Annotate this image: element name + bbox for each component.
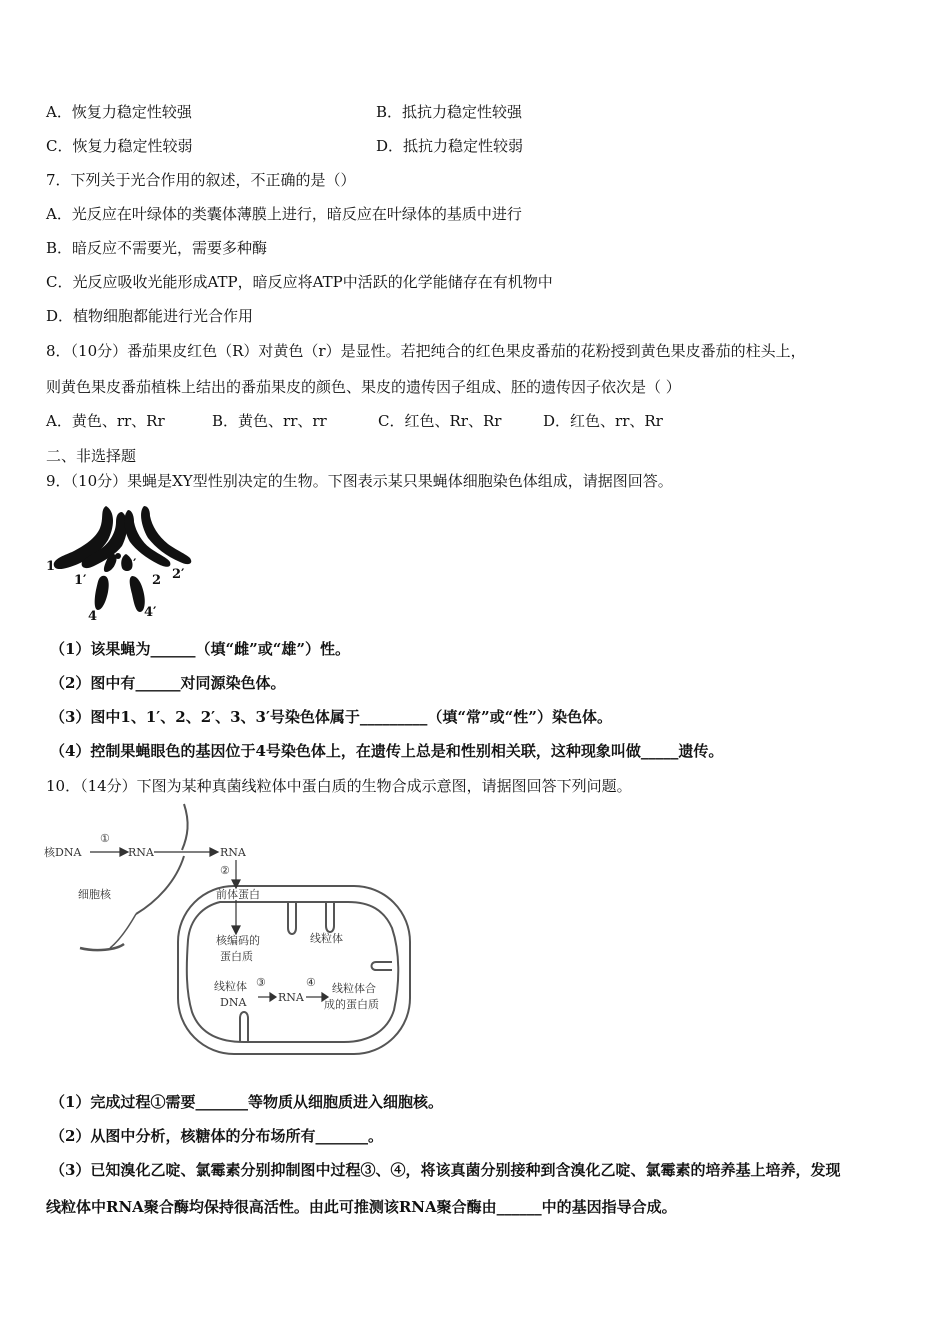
q7-stem: 7．下列关于光合作用的叙述，不正确的是（） <box>46 171 356 189</box>
q9-sub4: （4）控制果蝇眼色的基因位于4号染色体上，在遗传上总是和性别相关联，这种现象叫做_____遗传。 <box>50 742 724 760</box>
q7-option-b: B．暗反应不需要光，需要多种酶 <box>46 239 268 257</box>
fig-nucleus: 细胞核 <box>78 888 111 901</box>
chromosome-4 <box>95 576 109 610</box>
label-3: 3 <box>106 557 116 572</box>
fig-precursor: 前体蛋白 <box>216 888 260 901</box>
q9-stem: 9．（10分）果蝇是XY型性别决定的生物。下图表示某只果蝇体细胞染色体组成，请据图回答。 <box>46 472 673 490</box>
fig-rna-b: RNA <box>220 846 246 859</box>
arrowhead-1 <box>120 848 128 856</box>
q8-option-b: B．黄色、rr、rr <box>212 412 327 430</box>
q8-stem-line1: 8．（10分）番茄果皮红色（R）对黄色（r）是显性。若把纯合的红色果皮番茄的花粉授到黄色果皮番茄的柱头上， <box>46 342 806 360</box>
label-2: 2 <box>152 573 162 588</box>
q8-stem-line2: 则黄色果皮番茄植株上结出的番茄果皮的颜色、果皮的遗传因子组成、胚的遗传因子依次是（ ） <box>46 378 681 396</box>
label-4-prime: 4′ <box>144 605 157 620</box>
fig-mt-protein-1: 线粒体合 <box>332 982 376 995</box>
crista-bottom <box>240 1012 248 1042</box>
q9-sub3: （3）图中1、1′、2、2′、3、3′号染色体属于_________（填“常”或“性”）染色体。 <box>50 708 612 726</box>
label-2-prime: 2′ <box>172 567 185 582</box>
q8-option-d: D．红色、rr、Rr <box>543 412 663 430</box>
section-heading: 二、非选择题 <box>46 447 137 465</box>
q9-sub2: （2）图中有______对同源染色体。 <box>50 674 286 692</box>
arrowhead-4 <box>232 926 240 934</box>
nuclear-membrane-arc <box>110 914 136 948</box>
fig-rna-a: RNA <box>128 846 154 859</box>
protein-synthesis-figure <box>44 802 424 1062</box>
nuclear-membrane-upper <box>182 804 188 850</box>
q6-option-c: C．恢复力稳定性较弱 <box>46 137 193 155</box>
q7-option-d: D．植物细胞都能进行光合作用 <box>46 307 254 325</box>
q10-stem: 10．（14分）下图为某种真菌线粒体中蛋白质的生物合成示意图，请据图回答下列问题。 <box>46 777 632 795</box>
fig-step4: ④ <box>306 976 316 989</box>
arrowhead-5 <box>270 993 276 1001</box>
arrowhead-2 <box>210 848 218 856</box>
crista-side <box>372 962 393 970</box>
fig-step3: ③ <box>256 976 266 989</box>
chromosome-figure <box>44 502 194 624</box>
q7-option-c: C．光反应吸收光能形成ATP，暗反应将ATP中活跃的化学能储存在有机物中 <box>46 273 553 291</box>
fig-step1: ① <box>100 832 110 845</box>
q6-option-d: D．抵抗力稳定性较弱 <box>376 137 524 155</box>
fig-nuclear-encoded-2: 蛋白质 <box>220 950 253 963</box>
label-1: 1 <box>46 559 56 574</box>
fig-mitochondrion: 线粒体 <box>310 932 343 945</box>
q10-sub1: （1）完成过程①需要_______等物质从细胞质进入细胞核。 <box>50 1093 443 1111</box>
q9-sub1: （1）该果蝇为______（填“雌”或“雄”）性。 <box>50 640 350 658</box>
fig-nuclear-encoded-1: 核编码的 <box>216 934 260 947</box>
label-1-prime: 1′ <box>74 573 87 588</box>
fig-mt-protein-2: 成的蛋白质 <box>324 998 379 1011</box>
q10-sub3-line1: （3）已知溴化乙啶、氯霉素分别抑制图中过程③、④，将该真菌分别接种到含溴化乙啶、氯霉素的培养基上培养，发现 <box>50 1161 841 1179</box>
label-4: 4 <box>88 609 98 624</box>
q10-sub2: （2）从图中分析，核糖体的分布场所有_______。 <box>50 1127 383 1145</box>
q8-option-a: A．黄色、rr、Rr <box>46 412 165 430</box>
q6-option-a: A．恢复力稳定性较强 <box>46 103 192 121</box>
fig-rna-c: RNA <box>278 991 304 1004</box>
q10-sub3-line2: 线粒体中RNA聚合酶均保持很高活性。由此可推测该RNA聚合酶由______中的基因指导合成。 <box>46 1198 677 1216</box>
fig-mtdna-1: 线粒体 <box>214 980 247 993</box>
nuclear-membrane-lower <box>80 944 124 950</box>
mitochondrion-inner-membrane <box>187 902 398 1042</box>
label-3-prime: 3′ <box>124 557 137 572</box>
centromere-dot <box>115 553 121 559</box>
crista-top-1 <box>288 902 296 934</box>
chromosome-4-prime <box>130 576 145 612</box>
q6-option-b: B．抵抗力稳定性较强 <box>376 103 523 121</box>
fig-step2: ② <box>220 864 230 877</box>
crista-top-2 <box>326 902 334 932</box>
fig-nuclear-dna: 核DNA <box>44 846 82 859</box>
nuclear-membrane-middle <box>136 856 184 914</box>
fig-mtdna-2: DNA <box>220 996 247 1009</box>
q8-option-c: C．红色、Rr、Rr <box>378 412 502 430</box>
q7-option-a: A．光反应在叶绿体的类囊体薄膜上进行，暗反应在叶绿体的基质中进行 <box>46 205 522 223</box>
